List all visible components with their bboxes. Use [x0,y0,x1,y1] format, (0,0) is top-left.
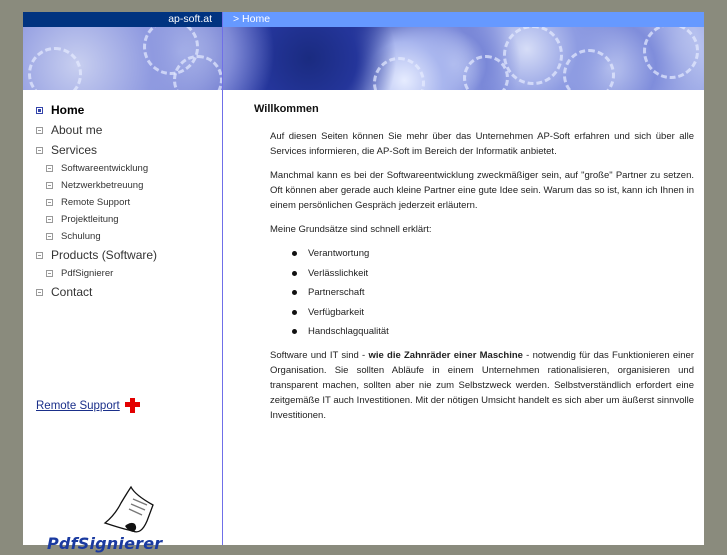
sidebar-item-home[interactable] [36,100,157,120]
principles-list [270,246,694,344]
sidebar-item-products[interactable] [36,245,157,265]
square-bullet-icon [46,216,53,223]
list-item: Handschlagqualität [292,324,694,344]
sidebar-item-services[interactable] [36,140,157,160]
square-bullet-icon [36,107,43,114]
sidebar-item-label: Contact [51,285,93,299]
signed-document-icon [43,485,183,537]
top-bar [23,12,704,27]
gears-banner-image [23,27,704,90]
sidebar-item-projektleitung[interactable] [36,211,157,228]
principles-intro: Meine Grundsätze sind schnell erklärt: [270,224,432,235]
list-item: Partnerschaft [292,285,694,305]
square-bullet-icon [36,252,43,259]
square-bullet-icon [46,165,53,172]
sidebar-item-schulung[interactable] [36,228,157,245]
square-bullet-icon [46,182,53,189]
sidebar-item-label: Schulung [61,231,101,242]
sidebar-item-label: Products (Software) [51,248,158,262]
sidebar-item-remote-support[interactable] [36,194,157,211]
list-item: Verlässlichkeit [292,266,694,286]
partner-paragraph: Manchmal kann es bei der Softwareentwicklung zweckmäßiger sein, auf "große" Partner zu setzen. Oft können aber gerade auch kleine Partner eine gute Idee sein. Warum das so ist, kann ich Ihnen in einem persönlichen Gespräch jederzeit erläutern. [270,170,694,211]
list-item: Verfügbarkeit [292,305,694,325]
sidebar-item-label: Remote Support [61,197,131,208]
square-bullet-icon [36,127,43,134]
sidebar-item-about-me[interactable] [36,120,157,140]
sidebar-item-netzwerkbetreuung[interactable] [36,177,157,194]
remote-support-link[interactable]: Remote Support [36,400,120,412]
square-bullet-icon [46,199,53,206]
square-bullet-icon [46,270,53,277]
sidebar-item-label: About me [51,123,103,137]
sidebar [23,90,222,553]
sidebar-item-label: Home [51,103,85,117]
sidebar-item-label: PdfSignierer [61,268,114,279]
sidebar-item-label: Softwareentwicklung [61,163,149,174]
closing-text-emphasis: wie die Zahnräder einer Maschine [368,349,523,361]
main-content [223,90,704,545]
sidebar-item-label: Netzwerkbetreuung [61,180,144,191]
sidebar-item-contact[interactable] [36,282,157,302]
page-title: Willkommen [254,103,319,115]
sidebar-item-label: Services [51,143,98,157]
site-name-link[interactable]: ap-soft.at [23,12,222,27]
closing-paragraph [270,348,694,423]
closing-text-end: - notwendig für das Funktionieren einer Organisation. Sie sollten Abläufe in einem Unternehmen rationalisieren, organisieren und transparent machen, sollten aber nie zum Selbstzweck werden. Selbstverständlich erfordert eine zeitgemäße IT auch Investitionen. Mit der nötigen Umsicht handelt es sich aber um äußerst sinnvolle Investitionen. [270,349,694,421]
sidebar-item-label: Projektleitung [61,214,119,225]
sidebar-nav [36,100,157,302]
list-item: Verantwortung [292,246,694,266]
red-cross-icon[interactable] [125,398,140,413]
pdfsignierer-logo-text: PdfSignierer [47,534,163,553]
square-bullet-icon [46,233,53,240]
breadcrumb: > Home [223,12,704,27]
content-body [270,129,694,432]
sidebar-item-pdfsignierer[interactable] [36,265,157,282]
page-container [23,12,704,553]
closing-text-start: Software und IT sind - [270,349,369,361]
square-bullet-icon [36,147,43,154]
intro-paragraph: Auf diesen Seiten können Sie mehr über das Unternehmen AP-Soft erfahren und sich über alle Services informieren, die AP-Soft im Bereich der Informatik anbietet. [270,131,694,157]
square-bullet-icon [36,289,43,296]
sidebar-item-softwareentwicklung[interactable] [36,160,157,177]
